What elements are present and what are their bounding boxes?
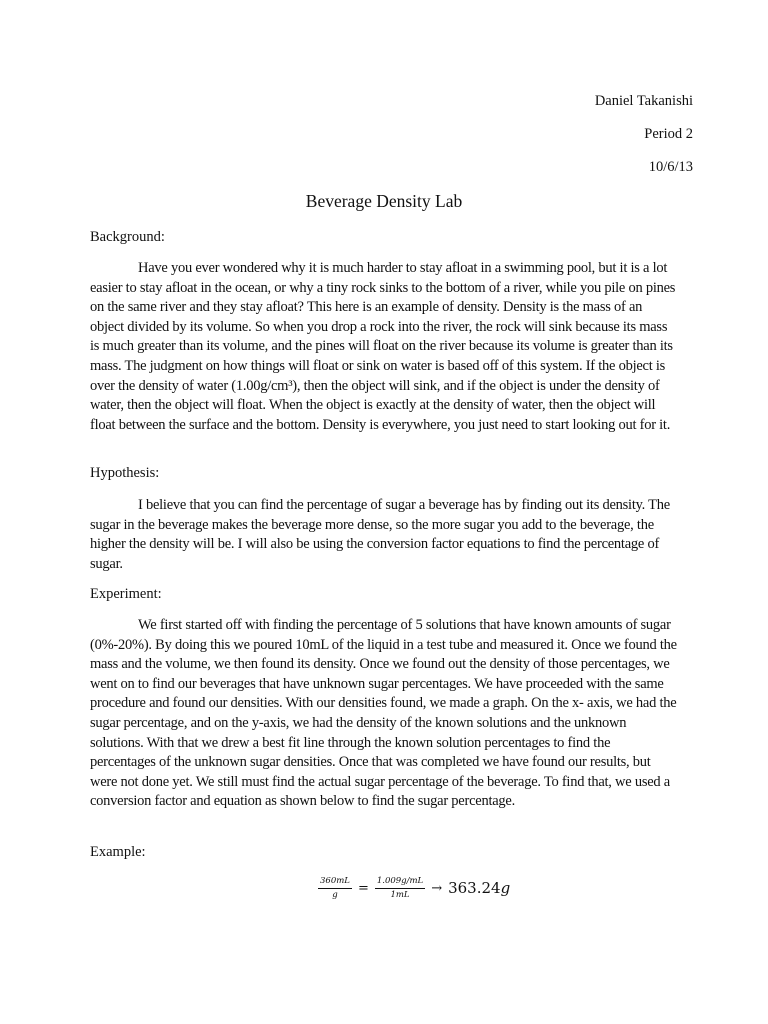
conversion-equation	[318, 870, 510, 906]
right-denominator: 1mL	[390, 889, 410, 900]
background-heading: Background:	[90, 229, 165, 245]
example-heading: Example:	[90, 844, 146, 860]
right-numerator: 1.009g/mL	[375, 876, 425, 889]
experiment-heading: Experiment:	[90, 586, 162, 602]
equals-sign: =	[357, 880, 369, 896]
left-numerator: 360mL	[318, 876, 352, 889]
background-paragraph: Have you ever wondered why it is much harder to stay afloat in a swimming pool, but it is a lot easier to stay afloat in the ocean, or why a tiny rock sinks to the bottom of a river, while you pile on pines on the same river and they stay afloat? This here is an example of density. Density is the mass of an object divided by its volume. So when you drop a rock into the river, the rock will sink because its mass is much greater than its volume, and the pines will float on the river because its volume is greater than its mass. The judgment on how things will float or sink on water is based off of this system. If the object is over the density of water (1.00g/cm³), then the object will sink, and if the object is under the density of water, then the object will float. When the object is exactly at the density of water, then the object will float between the surface and the bottom. Density is everywhere, you just need to start looking out for it.	[90, 260, 676, 433]
arrow-sign: →	[431, 880, 443, 896]
hypothesis-paragraph: I believe that you can find the percentage of sugar a beverage has by finding out its density. The sugar in the beverage makes the beverage more dense, so the more sugar you add to the beverage, the higher the density will be. I will also be using the conversion factor equations to find the percentage of sugar.	[90, 497, 670, 572]
class-period: Period 2	[644, 126, 693, 142]
right-fraction	[375, 876, 425, 901]
author-name: Daniel Takanishi	[594, 93, 693, 109]
hypothesis-heading: Hypothesis:	[90, 465, 160, 481]
left-denominator: g	[332, 889, 338, 900]
document-date: 10/6/13	[648, 159, 693, 175]
equation-result	[448, 879, 510, 897]
experiment-paragraph: We first started off with finding the percentage of 5 solutions that have known amounts of sugar (0%-20%). By doing this we poured 10mL of the liquid in a test tube and measured it. Once we found the mass and the volume, we then found its density. Once we found out the density of those percentages, we went on to find our beverages that have unknown sugar percentages. We have proceeded with the same procedure and found our densities. With our densities found, we made a graph. On the x- axis, we had the sugar percentage, and on the y-axis, we had the density of the known solutions and the unknown solutions. With that we drew a best fit line through the known solution percentages to find the percentages of the unknown sugar densities. Once that was completed we have found our results, but were not done yet. We still must find the actual sugar percentage of the beverage. To find that, we used a conversion factor and equation as shown below to find the sugar percentage.	[90, 617, 677, 810]
result-unit: g	[500, 879, 511, 897]
left-fraction	[318, 876, 352, 901]
result-value: 363.24	[448, 879, 501, 897]
document-title: Beverage Density Lab	[305, 191, 463, 211]
